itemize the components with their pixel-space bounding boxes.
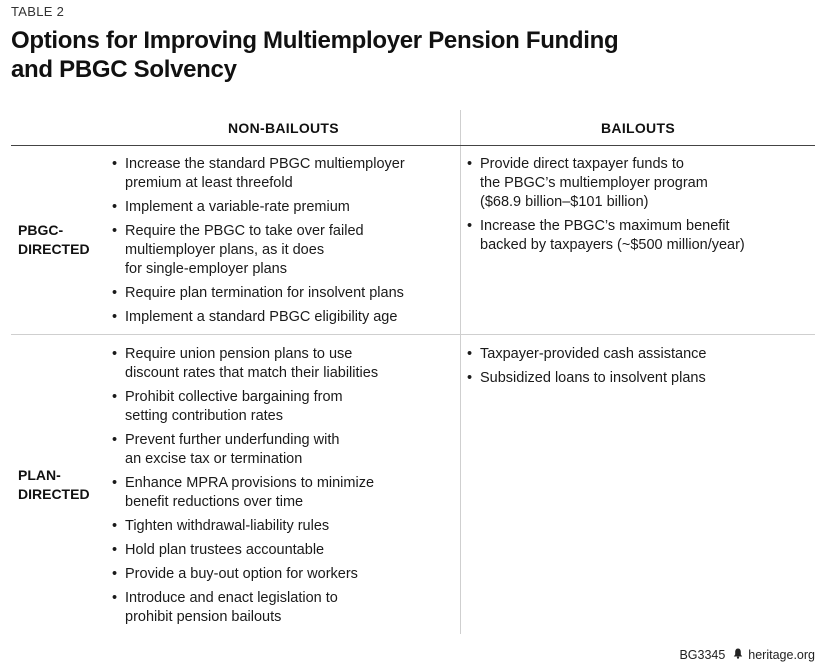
row-label-plan-directed	[18, 466, 90, 504]
list-item: • Subsidized loans to insolvent plans	[465, 369, 810, 388]
row-label-line: PLAN-	[18, 467, 61, 483]
list-item: • Tighten withdrawal-liability rules	[110, 517, 455, 536]
list-item: • Prevent further underfunding with an excise tax or termination	[110, 431, 455, 469]
list-item: • Require union pension plans to use discount rates that match their liabilities	[110, 345, 455, 383]
plan-non-bailouts-list	[110, 345, 455, 632]
list-item: • Provide direct taxpayer funds to the PBGC’s multiemployer program ($68.9 billion–$101 billion)	[465, 155, 810, 212]
list-item: • Provide a buy-out option for workers	[110, 565, 455, 584]
header-rule	[11, 145, 815, 146]
list-item: • Prohibit collective bargaining from setting contribution rates	[110, 388, 455, 426]
row-label-line: DIRECTED	[18, 486, 90, 502]
footer-site: heritage.org	[748, 648, 815, 662]
list-item: • Implement a standard PBGC eligibility age	[110, 308, 455, 327]
pbgc-non-bailouts-list	[110, 155, 455, 332]
header-non-bailouts: NON-BAILOUTS	[228, 120, 339, 136]
header-bailouts: BAILOUTS	[601, 120, 675, 136]
table-title: Options for Improving Multiemployer Pension Funding and PBGC Solvency	[11, 27, 619, 83]
row-label-pbgc-directed	[18, 221, 90, 259]
pbgc-bailouts-list	[465, 155, 810, 260]
list-item: • Require plan termination for insolvent plans	[110, 284, 455, 303]
list-item: • Increase the PBGC’s maximum benefit backed by taxpayers (~$500 million/year)	[465, 217, 810, 255]
list-item: • Increase the standard PBGC multiemployer premium at least threefold	[110, 155, 455, 193]
list-item: • Hold plan trustees accountable	[110, 541, 455, 560]
footer	[679, 648, 815, 662]
list-item: • Introduce and enact legislation to prohibit pension bailouts	[110, 589, 455, 627]
footer-code: BG3345	[679, 648, 726, 662]
list-item: • Enhance MPRA provisions to minimize benefit reductions over time	[110, 474, 455, 512]
row-label-line: DIRECTED	[18, 241, 90, 257]
table-label: TABLE 2	[11, 4, 65, 19]
row-rule	[11, 334, 815, 335]
row-label-line: PBGC-	[18, 222, 64, 238]
liberty-bell-icon	[733, 648, 743, 662]
list-item: • Require the PBGC to take over failed multiemployer plans, as it does for single-employer plans	[110, 222, 455, 279]
column-divider	[460, 110, 461, 634]
list-item: • Implement a variable-rate premium	[110, 198, 455, 217]
list-item: • Taxpayer-provided cash assistance	[465, 345, 810, 364]
plan-bailouts-list	[465, 345, 810, 393]
